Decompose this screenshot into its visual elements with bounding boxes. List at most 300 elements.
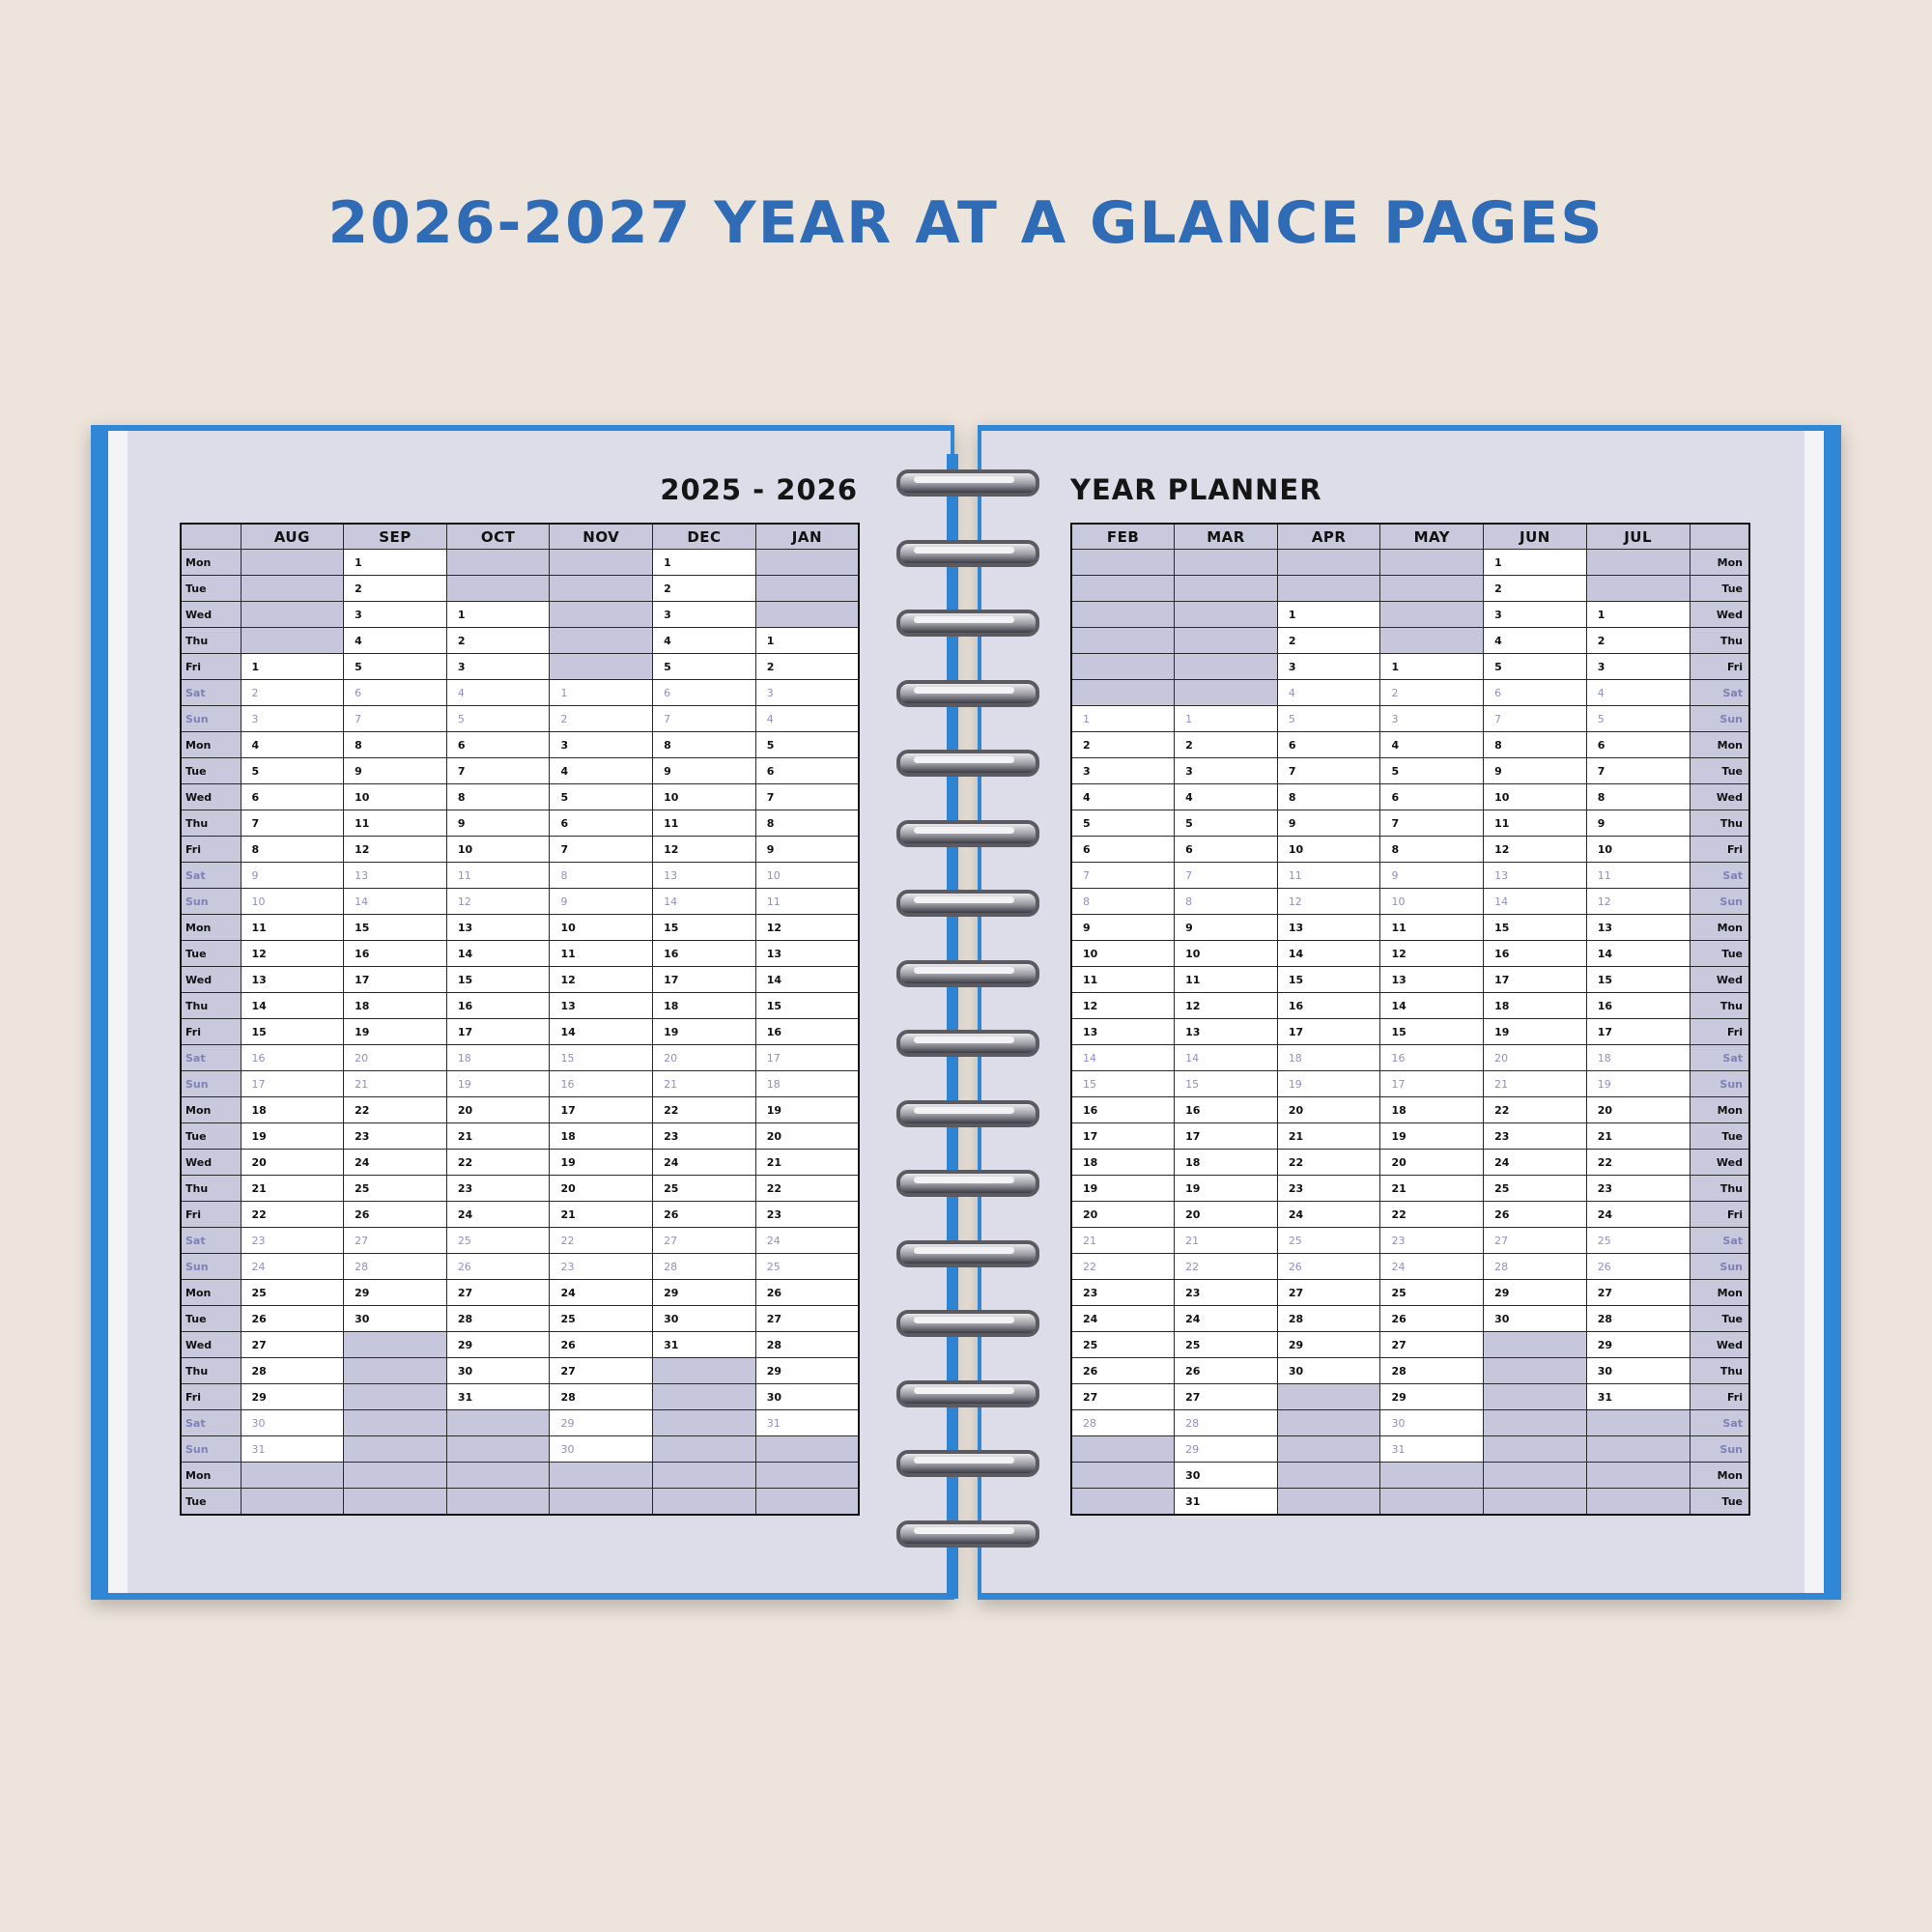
week-day-row <box>181 1097 859 1123</box>
date-cell: 10 <box>344 784 447 810</box>
left-month-header-row <box>181 524 859 550</box>
date-cell: 2 <box>1071 732 1175 758</box>
empty-date-cell <box>1175 550 1278 576</box>
week-day-row <box>181 654 859 680</box>
date-cell: 28 <box>1277 1306 1380 1332</box>
date-cell: 30 <box>1175 1463 1278 1489</box>
date-cell: 26 <box>241 1306 344 1332</box>
date-cell: 5 <box>755 732 859 758</box>
date-cell: 30 <box>755 1384 859 1410</box>
empty-date-cell <box>1277 576 1380 602</box>
empty-date-cell <box>755 576 859 602</box>
weekday-label: Mon <box>181 1280 241 1306</box>
date-cell: 29 <box>241 1384 344 1410</box>
weekday-label: Wed <box>1690 967 1749 993</box>
date-cell: 25 <box>1586 1228 1690 1254</box>
date-cell: 16 <box>653 941 756 967</box>
date-cell: 7 <box>550 837 653 863</box>
empty-date-cell <box>1586 550 1690 576</box>
weekday-label: Fri <box>181 654 241 680</box>
date-cell: 4 <box>1586 680 1690 706</box>
date-cell: 2 <box>446 628 550 654</box>
date-cell: 3 <box>755 680 859 706</box>
date-cell: 25 <box>755 1254 859 1280</box>
week-day-row <box>181 1202 859 1228</box>
week-day-row <box>1071 1436 1749 1463</box>
date-cell: 5 <box>1484 654 1587 680</box>
ring-highlight <box>914 616 1014 623</box>
left-page <box>128 431 951 1593</box>
date-cell: 13 <box>446 915 550 941</box>
week-day-row <box>1071 654 1749 680</box>
date-cell: 11 <box>1380 915 1484 941</box>
date-cell: 19 <box>1484 1019 1587 1045</box>
date-cell: 1 <box>446 602 550 628</box>
date-cell: 26 <box>344 1202 447 1228</box>
weekday-label: Fri <box>1690 654 1749 680</box>
date-cell: 28 <box>446 1306 550 1332</box>
date-cell: 23 <box>653 1123 756 1150</box>
empty-date-cell <box>344 1463 447 1489</box>
empty-date-cell <box>653 1463 756 1489</box>
binding-ring <box>896 1240 1036 1264</box>
ring-highlight <box>914 476 1014 483</box>
binding-ring <box>896 750 1036 773</box>
week-day-row <box>181 1019 859 1045</box>
empty-date-cell <box>550 576 653 602</box>
empty-date-cell <box>1484 1436 1587 1463</box>
date-cell: 25 <box>1277 1228 1380 1254</box>
week-day-row <box>1071 993 1749 1019</box>
empty-date-cell <box>1277 1410 1380 1436</box>
headline: 2026-2027 YEAR AT A GLANCE PAGES <box>327 189 1605 257</box>
empty-date-cell <box>755 1463 859 1489</box>
date-cell: 26 <box>1380 1306 1484 1332</box>
date-cell: 22 <box>1380 1202 1484 1228</box>
date-cell: 5 <box>1175 810 1278 837</box>
date-cell: 3 <box>1071 758 1175 784</box>
date-cell: 14 <box>1484 889 1587 915</box>
date-cell: 6 <box>1380 784 1484 810</box>
date-cell: 31 <box>755 1410 859 1436</box>
date-cell: 16 <box>755 1019 859 1045</box>
empty-date-cell <box>1277 550 1380 576</box>
week-day-row <box>181 1176 859 1202</box>
date-cell: 8 <box>550 863 653 889</box>
date-cell: 25 <box>1071 1332 1175 1358</box>
date-cell: 13 <box>653 863 756 889</box>
empty-date-cell <box>1175 576 1278 602</box>
date-cell: 25 <box>1175 1332 1278 1358</box>
date-cell: 4 <box>1175 784 1278 810</box>
date-cell: 2 <box>344 576 447 602</box>
date-cell: 4 <box>550 758 653 784</box>
empty-date-cell <box>1071 602 1175 628</box>
empty-date-cell <box>1071 654 1175 680</box>
right-page-title: YEAR PLANNER <box>1070 473 1322 506</box>
date-cell: 16 <box>550 1071 653 1097</box>
date-cell: 26 <box>550 1332 653 1358</box>
date-cell: 19 <box>1071 1176 1175 1202</box>
date-cell: 7 <box>1380 810 1484 837</box>
ring-highlight <box>914 1107 1014 1114</box>
date-cell: 5 <box>653 654 756 680</box>
empty-date-cell <box>755 602 859 628</box>
date-cell: 11 <box>344 810 447 837</box>
date-cell: 21 <box>1586 1123 1690 1150</box>
month-header: FEB <box>1071 524 1175 550</box>
date-cell: 30 <box>550 1436 653 1463</box>
week-day-row <box>181 1254 859 1280</box>
empty-date-cell <box>1484 1384 1587 1410</box>
week-day-row <box>181 941 859 967</box>
weekday-label: Tue <box>1690 1489 1749 1516</box>
weekday-label: Sat <box>1690 863 1749 889</box>
date-cell: 17 <box>241 1071 344 1097</box>
date-cell: 14 <box>653 889 756 915</box>
date-cell: 6 <box>446 732 550 758</box>
date-cell: 26 <box>1484 1202 1587 1228</box>
date-cell: 5 <box>1277 706 1380 732</box>
empty-date-cell <box>1071 1436 1175 1463</box>
weekday-label: Wed <box>1690 602 1749 628</box>
empty-date-cell <box>1175 628 1278 654</box>
week-day-row <box>181 889 859 915</box>
weekday-label: Fri <box>1690 1019 1749 1045</box>
week-day-row <box>181 1306 859 1332</box>
week-day-row <box>1071 1202 1749 1228</box>
week-day-row <box>1071 1228 1749 1254</box>
date-cell: 16 <box>344 941 447 967</box>
date-cell: 26 <box>446 1254 550 1280</box>
date-cell: 30 <box>1380 1410 1484 1436</box>
date-cell: 11 <box>446 863 550 889</box>
week-day-row <box>181 1280 859 1306</box>
date-cell: 9 <box>653 758 756 784</box>
weekday-label: Wed <box>1690 1332 1749 1358</box>
week-day-row <box>1071 915 1749 941</box>
date-cell: 1 <box>1071 706 1175 732</box>
binding-ring <box>896 610 1036 633</box>
date-cell: 16 <box>1277 993 1380 1019</box>
month-header: OCT <box>446 524 550 550</box>
binding-ring <box>896 890 1036 913</box>
date-cell: 23 <box>1277 1176 1380 1202</box>
date-cell: 25 <box>653 1176 756 1202</box>
weekday-label: Thu <box>181 1358 241 1384</box>
weekday-label: Fri <box>181 1019 241 1045</box>
date-cell: 4 <box>241 732 344 758</box>
date-cell: 31 <box>446 1384 550 1410</box>
date-cell: 22 <box>1484 1097 1587 1123</box>
date-cell: 22 <box>344 1097 447 1123</box>
weekday-label: Wed <box>181 1332 241 1358</box>
date-cell: 29 <box>344 1280 447 1306</box>
empty-date-cell <box>446 1489 550 1516</box>
empty-date-cell <box>344 1489 447 1516</box>
date-cell: 3 <box>344 602 447 628</box>
binding-ring <box>896 540 1036 563</box>
date-cell: 2 <box>1380 680 1484 706</box>
week-day-row <box>181 784 859 810</box>
week-day-row <box>1071 784 1749 810</box>
date-cell: 25 <box>446 1228 550 1254</box>
date-cell: 8 <box>1175 889 1278 915</box>
date-cell: 16 <box>241 1045 344 1071</box>
date-cell: 21 <box>446 1123 550 1150</box>
date-cell: 12 <box>344 837 447 863</box>
date-cell: 21 <box>1277 1123 1380 1150</box>
date-cell: 2 <box>755 654 859 680</box>
week-day-row <box>181 837 859 863</box>
date-cell: 9 <box>241 863 344 889</box>
weekday-label: Thu <box>1690 1358 1749 1384</box>
empty-date-cell <box>446 550 550 576</box>
week-day-row <box>1071 680 1749 706</box>
date-cell: 9 <box>1586 810 1690 837</box>
date-cell: 19 <box>344 1019 447 1045</box>
date-cell: 23 <box>755 1202 859 1228</box>
empty-date-cell <box>1380 576 1484 602</box>
date-cell: 6 <box>1071 837 1175 863</box>
date-cell: 10 <box>1071 941 1175 967</box>
date-cell: 12 <box>241 941 344 967</box>
weekday-label: Sun <box>1690 1071 1749 1097</box>
date-cell: 18 <box>344 993 447 1019</box>
date-cell: 4 <box>344 628 447 654</box>
week-day-row <box>181 680 859 706</box>
weekday-label: Sun <box>1690 1254 1749 1280</box>
date-cell: 23 <box>1586 1176 1690 1202</box>
date-cell: 13 <box>241 967 344 993</box>
date-cell: 5 <box>1586 706 1690 732</box>
empty-date-cell <box>550 550 653 576</box>
date-cell: 8 <box>344 732 447 758</box>
date-cell: 9 <box>550 889 653 915</box>
date-cell: 21 <box>1175 1228 1278 1254</box>
date-cell: 12 <box>1484 837 1587 863</box>
date-cell: 17 <box>344 967 447 993</box>
date-cell: 20 <box>1586 1097 1690 1123</box>
weekday-label: Sat <box>1690 1045 1749 1071</box>
ring-loop <box>896 469 1039 497</box>
date-cell: 13 <box>1586 915 1690 941</box>
empty-date-cell <box>241 550 344 576</box>
ring-highlight <box>914 827 1014 834</box>
weekday-label: Tue <box>181 941 241 967</box>
date-cell: 17 <box>1175 1123 1278 1150</box>
date-cell: 6 <box>755 758 859 784</box>
date-cell: 30 <box>344 1306 447 1332</box>
week-day-row <box>1071 1463 1749 1489</box>
date-cell: 10 <box>446 837 550 863</box>
week-day-row <box>181 1228 859 1254</box>
date-cell: 25 <box>241 1280 344 1306</box>
date-cell: 20 <box>755 1123 859 1150</box>
date-cell: 24 <box>1277 1202 1380 1228</box>
date-cell: 19 <box>653 1019 756 1045</box>
date-cell: 11 <box>1071 967 1175 993</box>
date-cell: 9 <box>446 810 550 837</box>
date-cell: 15 <box>1484 915 1587 941</box>
binding-ring <box>896 680 1036 703</box>
weekday-label: Mon <box>181 915 241 941</box>
date-cell: 22 <box>550 1228 653 1254</box>
week-day-row <box>181 915 859 941</box>
week-day-row <box>1071 1489 1749 1516</box>
ring-highlight <box>914 756 1014 763</box>
weekday-label: Sat <box>181 1410 241 1436</box>
date-cell: 3 <box>550 732 653 758</box>
ring-loop <box>896 1240 1039 1267</box>
date-cell: 3 <box>1484 602 1587 628</box>
date-cell: 3 <box>241 706 344 732</box>
binding-ring <box>896 469 1036 493</box>
week-day-row <box>1071 602 1749 628</box>
ring-highlight <box>914 1527 1014 1534</box>
weekday-label: Sat <box>181 680 241 706</box>
week-day-row <box>181 1045 859 1071</box>
date-cell: 28 <box>653 1254 756 1280</box>
date-cell: 28 <box>755 1332 859 1358</box>
date-cell: 7 <box>755 784 859 810</box>
date-cell: 6 <box>1484 680 1587 706</box>
date-cell: 1 <box>1484 550 1587 576</box>
week-day-row <box>181 602 859 628</box>
week-day-row <box>1071 837 1749 863</box>
date-cell: 15 <box>1175 1071 1278 1097</box>
date-cell: 23 <box>1175 1280 1278 1306</box>
empty-date-cell <box>1484 1410 1587 1436</box>
week-day-row <box>181 706 859 732</box>
empty-date-cell <box>653 1358 756 1384</box>
empty-date-cell <box>241 1463 344 1489</box>
empty-date-cell <box>1586 1436 1690 1463</box>
date-cell: 20 <box>653 1045 756 1071</box>
date-cell: 30 <box>1277 1358 1380 1384</box>
date-cell: 23 <box>1380 1228 1484 1254</box>
empty-date-cell <box>1175 680 1278 706</box>
week-day-row <box>1071 628 1749 654</box>
weekday-label: Mon <box>181 1097 241 1123</box>
date-cell: 27 <box>1586 1280 1690 1306</box>
weekday-label: Sun <box>1690 706 1749 732</box>
ring-loop <box>896 680 1039 707</box>
date-cell: 6 <box>344 680 447 706</box>
date-cell: 28 <box>344 1254 447 1280</box>
date-cell: 27 <box>755 1306 859 1332</box>
empty-date-cell <box>241 628 344 654</box>
date-cell: 15 <box>1071 1071 1175 1097</box>
empty-date-cell <box>1380 602 1484 628</box>
date-cell: 2 <box>653 576 756 602</box>
date-cell: 12 <box>1277 889 1380 915</box>
weekday-label: Thu <box>181 993 241 1019</box>
empty-date-cell <box>344 1436 447 1463</box>
date-cell: 11 <box>1586 863 1690 889</box>
date-cell: 8 <box>241 837 344 863</box>
week-day-row <box>1071 732 1749 758</box>
weekday-label: Mon <box>181 1463 241 1489</box>
week-day-row <box>181 993 859 1019</box>
date-cell: 4 <box>653 628 756 654</box>
date-cell: 12 <box>550 967 653 993</box>
date-cell: 5 <box>1380 758 1484 784</box>
ring-loop <box>896 1310 1039 1337</box>
date-cell: 27 <box>550 1358 653 1384</box>
week-day-row <box>181 576 859 602</box>
month-header: JUN <box>1484 524 1587 550</box>
date-cell: 4 <box>1277 680 1380 706</box>
date-cell: 28 <box>1380 1358 1484 1384</box>
date-cell: 7 <box>1277 758 1380 784</box>
date-cell: 19 <box>755 1097 859 1123</box>
date-cell: 10 <box>1586 837 1690 863</box>
week-day-row <box>181 732 859 758</box>
week-day-row <box>181 628 859 654</box>
date-cell: 16 <box>1175 1097 1278 1123</box>
week-day-row <box>1071 1123 1749 1150</box>
date-cell: 15 <box>653 915 756 941</box>
date-cell: 29 <box>550 1410 653 1436</box>
date-cell: 17 <box>550 1097 653 1123</box>
week-day-row <box>1071 863 1749 889</box>
weekday-label: Sun <box>1690 889 1749 915</box>
date-cell: 22 <box>1071 1254 1175 1280</box>
month-header: AUG <box>241 524 344 550</box>
date-cell: 24 <box>344 1150 447 1176</box>
weekday-label: Tue <box>181 1306 241 1332</box>
weekday-label: Tue <box>1690 941 1749 967</box>
weekday-label: Tue <box>181 758 241 784</box>
date-cell: 25 <box>1484 1176 1587 1202</box>
date-cell: 14 <box>1586 941 1690 967</box>
weekday-label: Mon <box>181 732 241 758</box>
ring-loop <box>896 960 1039 987</box>
date-cell: 22 <box>241 1202 344 1228</box>
weekday-label: Mon <box>1690 1463 1749 1489</box>
empty-date-cell <box>241 602 344 628</box>
ring-loop <box>896 750 1039 777</box>
date-cell: 9 <box>1175 915 1278 941</box>
weekday-label: Tue <box>181 1489 241 1516</box>
ring-loop <box>896 820 1039 847</box>
date-cell: 23 <box>446 1176 550 1202</box>
date-cell: 1 <box>550 680 653 706</box>
right-page <box>981 431 1804 1593</box>
date-cell: 18 <box>446 1045 550 1071</box>
weekday-label: Wed <box>181 1150 241 1176</box>
date-cell: 1 <box>1175 706 1278 732</box>
empty-date-cell <box>1380 628 1484 654</box>
date-cell: 4 <box>446 680 550 706</box>
date-cell: 24 <box>1586 1202 1690 1228</box>
week-day-row <box>1071 1306 1749 1332</box>
date-cell: 16 <box>1586 993 1690 1019</box>
ring-loop <box>896 890 1039 917</box>
weekday-label: Sat <box>1690 680 1749 706</box>
empty-date-cell <box>446 1463 550 1489</box>
ring-highlight <box>914 896 1014 903</box>
empty-date-cell <box>1071 576 1175 602</box>
date-cell: 9 <box>1484 758 1587 784</box>
date-cell: 4 <box>1380 732 1484 758</box>
empty-date-cell <box>241 1489 344 1516</box>
date-cell: 13 <box>550 993 653 1019</box>
date-cell: 12 <box>446 889 550 915</box>
date-cell: 29 <box>446 1332 550 1358</box>
date-cell: 20 <box>1175 1202 1278 1228</box>
